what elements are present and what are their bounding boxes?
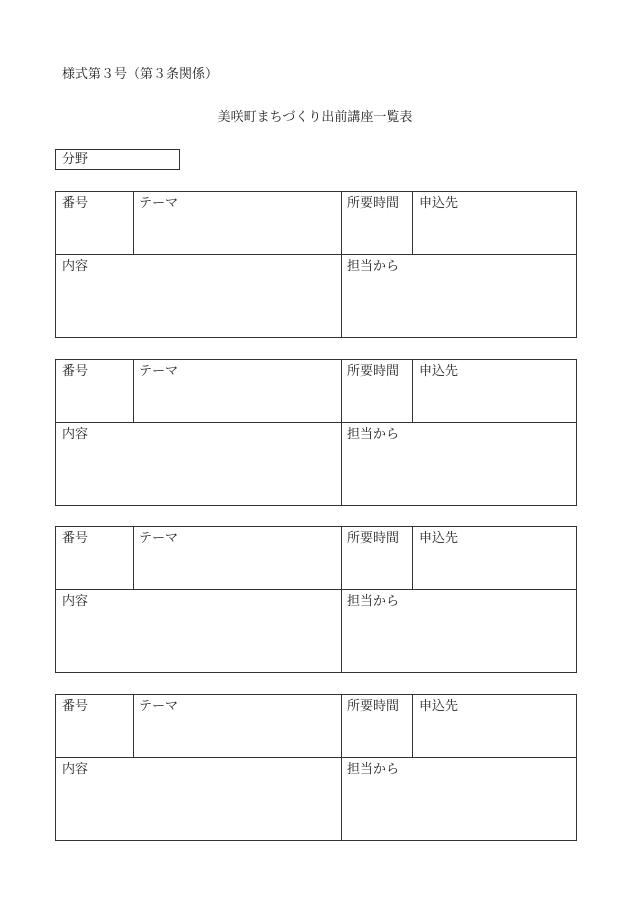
column-divider bbox=[133, 527, 134, 589]
theme-label: テーマ bbox=[139, 699, 179, 714]
duration-label: 所要時間 bbox=[347, 699, 400, 714]
apply-to-label: 申込先 bbox=[419, 699, 459, 714]
document-title: 美咲町まちづくり出前講座一覧表 bbox=[217, 110, 413, 125]
content-label: 内容 bbox=[62, 427, 89, 442]
column-divider bbox=[341, 695, 342, 840]
field-box bbox=[55, 149, 180, 170]
theme-label: テーマ bbox=[139, 531, 179, 546]
from-staff-label: 担当から bbox=[347, 427, 400, 442]
duration-label: 所要時間 bbox=[347, 531, 400, 546]
column-divider bbox=[133, 360, 134, 422]
number-label: 番号 bbox=[62, 196, 89, 211]
content-label: 内容 bbox=[62, 594, 89, 609]
content-label: 内容 bbox=[62, 259, 89, 274]
lecture-entry-table bbox=[55, 694, 577, 841]
apply-to-label: 申込先 bbox=[419, 196, 459, 211]
number-label: 番号 bbox=[62, 364, 89, 379]
column-divider bbox=[133, 695, 134, 757]
column-divider bbox=[341, 527, 342, 672]
number-label: 番号 bbox=[62, 699, 89, 714]
theme-label: テーマ bbox=[139, 196, 179, 211]
column-divider bbox=[133, 192, 134, 254]
number-label: 番号 bbox=[62, 531, 89, 546]
lecture-entry-table bbox=[55, 191, 577, 338]
from-staff-label: 担当から bbox=[347, 259, 400, 274]
column-divider bbox=[341, 360, 342, 505]
row-divider bbox=[56, 589, 576, 590]
from-staff-label: 担当から bbox=[347, 762, 400, 777]
duration-label: 所要時間 bbox=[347, 364, 400, 379]
apply-to-label: 申込先 bbox=[419, 531, 459, 546]
column-divider bbox=[412, 192, 413, 254]
column-divider bbox=[412, 695, 413, 757]
form-number: 様式第３号（第３条関係） bbox=[62, 67, 219, 82]
duration-label: 所要時間 bbox=[347, 196, 400, 211]
row-divider bbox=[56, 254, 576, 255]
apply-to-label: 申込先 bbox=[419, 364, 459, 379]
row-divider bbox=[56, 757, 576, 758]
content-label: 内容 bbox=[62, 762, 89, 777]
from-staff-label: 担当から bbox=[347, 594, 400, 609]
lecture-entry-table bbox=[55, 526, 577, 673]
column-divider bbox=[412, 360, 413, 422]
column-divider bbox=[341, 192, 342, 337]
column-divider bbox=[412, 527, 413, 589]
lecture-entry-table bbox=[55, 359, 577, 506]
theme-label: テーマ bbox=[139, 364, 179, 379]
field-label: 分野 bbox=[62, 152, 89, 167]
row-divider bbox=[56, 422, 576, 423]
